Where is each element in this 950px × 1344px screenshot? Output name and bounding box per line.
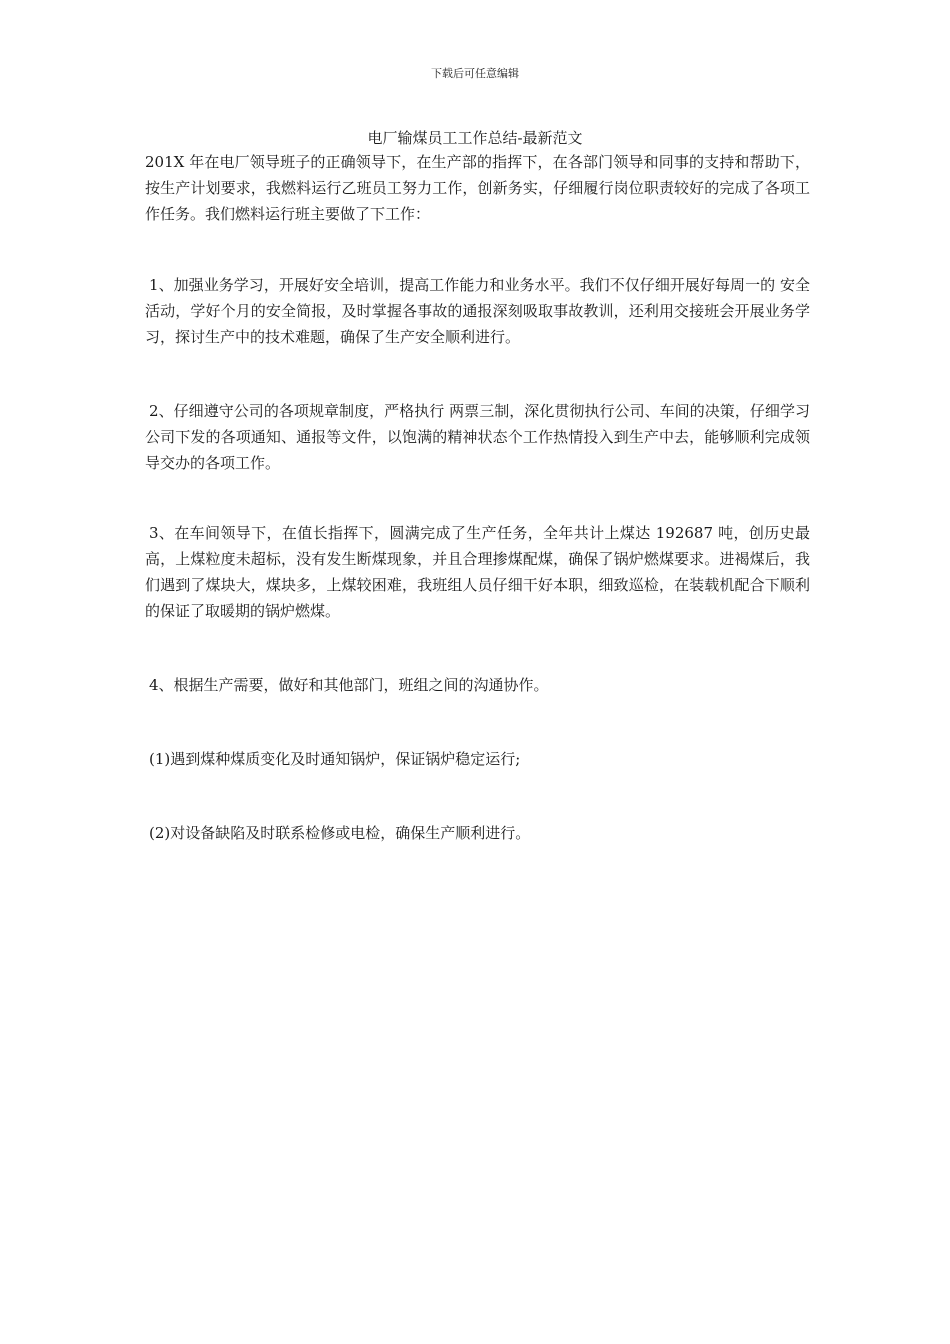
paragraph-subitem-1: (1)遇到煤种煤质变化及时通知锅炉，保证锅炉稳定运行; xyxy=(149,750,521,768)
paragraph-item-1: 1、加强业务学习，开展好安全培训，提高工作能力和业务水平。我们不仅仔细开展好每周一的 安全活动，学好个月的安全简报，及时掌握各事故的通报深刻吸取事故教训，还利用交接班会开展业务学习，探讨生产中的技术难题，确保了生产安全顺利进行。 xyxy=(145,276,810,346)
header-note: 下载后可任意编辑 xyxy=(431,67,519,80)
document-title: 电厂输煤员工工作总结-最新范文 xyxy=(367,129,583,147)
paragraph-subitem-2: (2)对设备缺陷及时联系检修或电检，确保生产顺利进行。 xyxy=(149,824,531,842)
paragraph-item-4: 4、根据生产需要，做好和其他部门，班组之间的沟通协作。 xyxy=(149,676,549,694)
paragraph-item-3: 3、在车间领导下，在值长指挥下，圆满完成了生产任务，全年共计上煤达 192687 吨，创历史最高，上煤粒度未超标，没有发生断煤现象，并且合理掺煤配煤，确保了锅炉燃煤要求。进褐煤后，我们遇到了煤块大，煤块多，上煤较困难，我班组人员仔细干好本职，细致巡检，在装载机配合下顺利的保证了取暖期的锅炉燃煤。 xyxy=(145,524,810,620)
paragraph-intro: 201X 年在电厂领导班子的正确领导下，在生产部的指挥下，在各部门领导和同事的支持和帮助下，按生产计划要求，我燃料运行乙班员工努力工作，创新务实，仔细履行岗位职责较好的完成了各项工作任务。我们燃料运行班主要做了下工作： xyxy=(145,153,810,223)
paragraph-item-2: 2、仔细遵守公司的各项规章制度，严格执行 两票三制，深化贯彻执行公司、车间的决策，仔细学习公司下发的各项通知、通报等文件，以饱满的精神状态个工作热情投入到生产中去，能够顺利完成领导交办的各项工作。 xyxy=(145,402,810,472)
